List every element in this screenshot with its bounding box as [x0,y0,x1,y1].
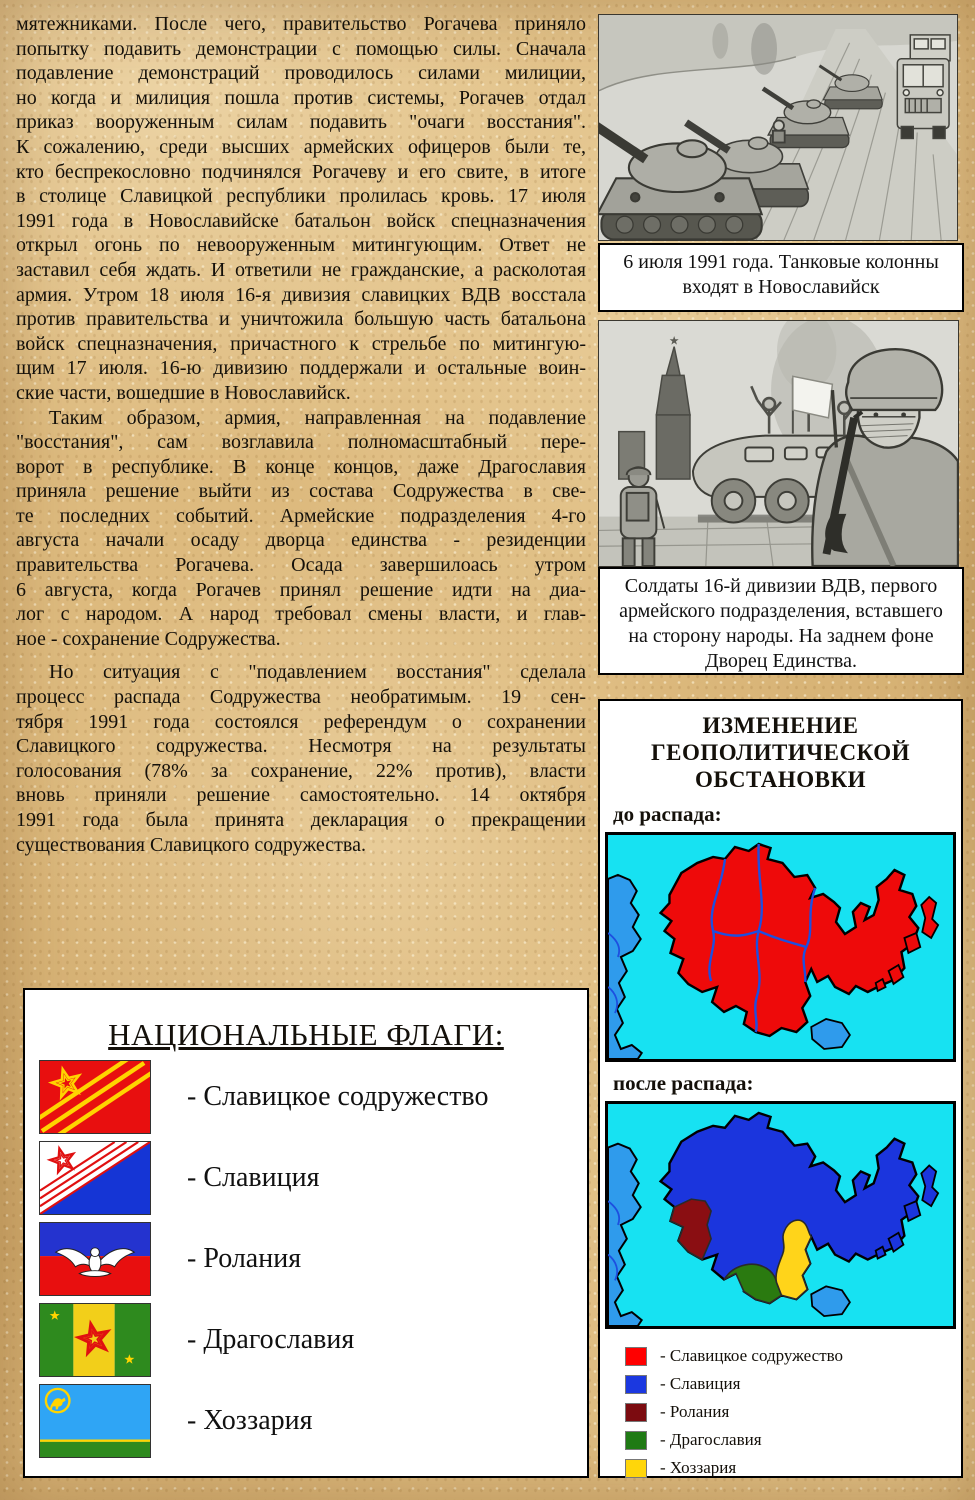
soldiers-illustration [598,320,959,567]
map-before [605,832,956,1062]
tank-figure-caption: 6 июля 1991 года. Танковые колонны входят в Новославийск [598,243,964,312]
flag-row-commonwealth [39,1060,587,1134]
flag-dragoslavia-image [39,1303,151,1377]
body-text-line: те последних событий. Армейские подразделения 4-го [16,504,586,527]
map-before-label: до распада: [613,802,722,826]
soldiers-figure-caption: Солдаты 16-й дивизии ВДВ, первого армейского подразделения, вставшего на сторону народы. На заднем фоне Дворец Единства. [598,567,964,675]
legend-row [625,1374,961,1394]
legend-color-swatch [625,1431,647,1450]
geo-title-line-2: ГЕОПОЛИТИЧЕСКОЙ [651,740,910,765]
map-after-label: после распада: [613,1071,754,1095]
body-text-line: войск спецназначения, причастного к стрельбе по митингую- [16,332,586,355]
body-text-line: попытку подавить демонстрации с помощью силы. Сначала [16,37,586,60]
flag-label: - Славицкое содружество [187,1081,489,1112]
body-text-line: против правительства и уничтожила большую часть батальона [16,308,586,331]
body-text-line: приняла решение выйти из состава Содружества в све- [16,480,586,503]
flags-panel [23,988,589,1478]
flag-row-rolania [39,1222,587,1296]
legend-label: - Хоззария [660,1458,737,1477]
flag-commonwealth-image [39,1060,151,1134]
body-text-line: в столице Славицкой республики пролилась кровь. 17 июля [16,185,586,208]
soldiers-sketch [599,321,958,566]
geo-title-line-1: ИЗМЕНЕНИЕ [702,713,859,738]
body-text-line: кто беспрекословно подчинялся Рогачеву и его свите, в итоге [16,160,586,183]
body-text-line: 1991 года была принята декларация о прекращении [16,809,586,831]
body-text-line: тября 1991 года состоялся референдум о сохранении [16,710,586,733]
body-text-line: августа начали осаду дворца единства - резиденции [16,529,586,552]
map-after [605,1101,956,1329]
body-text-line: 1991 года в Новославийске батальон войск спецназначения [16,209,586,232]
map-legend [625,1346,961,1478]
body-text-line: правительства Рогачева. Осада завершилоась утром [16,554,586,577]
body-text-line: приказ вооруженным силам подавить "очаги восстания". [16,111,586,134]
tank-rider [773,120,785,142]
legend-color-swatch [625,1347,647,1366]
body-text-line: армия. Утром 18 июля 16-я дивизия славицких ВДВ восстала [16,283,586,306]
flag-label: - Драгославия [187,1324,355,1355]
body-text-line: заставил себя ждать. И ответили не гражданские, а расколотая [16,258,586,281]
body-text-line: вновь приняли решение самостоятельно. 14 октября [16,784,586,807]
flag-row-dragoslavia [39,1303,587,1377]
geo-title-line-3: ОБСТАНОВКИ [694,767,867,792]
body-text-line: К сожалению, среди высших армейских офицеров были те, [16,135,586,158]
flag-label: - Славиция [187,1162,320,1193]
body-text-line: щим 17 июля. 16-ю дивизию поддержали и остальные воин- [16,357,586,380]
flag-row-slavitsia [39,1141,587,1215]
legend-label: - Ролания [660,1402,730,1421]
body-text-line: Славицкого содружества. Несмотря на результаты [16,735,586,758]
body-text-line: 6 августа, когда Рогачев принял решение идти на диа- [16,578,586,601]
flags-panel-title: НАЦИОНАЛЬНЫЕ ФЛАГИ: [108,1017,504,1052]
body-text-line: мятежниками. После чего, правительство Рогачева приняло [16,13,586,35]
legend-color-swatch [625,1459,647,1478]
flag-label: - Хоззария [187,1405,313,1436]
legend-label: - Драгославия [660,1430,762,1449]
tank-column-illustration [598,14,958,241]
legend-row [625,1430,961,1450]
flag-label: - Ролания [187,1243,302,1274]
flag-row-khozzaria [39,1384,587,1458]
legend-row [625,1402,961,1422]
legend-row [625,1346,961,1366]
map-before-image [608,835,953,1059]
legend-color-swatch [625,1403,647,1422]
body-text-line: ное - сохранение Содружества. [16,627,281,650]
flag-rolania-image [39,1222,151,1296]
legend-row [625,1458,961,1478]
geopolitics-panel [598,699,963,1478]
legend-color-swatch [625,1375,647,1394]
body-text-line: Но ситуация с "подавлением восстания" сделала [49,661,586,684]
body-text-line: подавление демонстраций проводилось силами милиции, [16,62,586,85]
body-text-line: существования Славицкого содружества. [16,833,366,856]
flag-khozzaria-image [39,1384,151,1458]
body-text-line: лог с народом. А народ требовал смены власти, и глав- [16,603,586,626]
body-text-line: процесс распада Содружества необратимым. 19 сен- [16,686,586,709]
tank-column-sketch [599,15,957,240]
geo-panel-title [600,712,961,793]
legend-label: - Славиция [660,1374,741,1393]
body-text-line: Таким образом, армия, направленная на подавление [49,406,586,429]
map-after-image [608,1104,953,1326]
article-text [16,12,586,857]
body-text-line: ские части, вошедшие в Новославийск. [16,381,351,404]
flag-slavitsia-image [39,1141,151,1215]
legend-label: - Славицкое содружество [660,1346,844,1365]
body-text-line: ворот в республике. В конце концов, даже Драгославия [16,455,586,478]
body-text-line: "восстания", сам возглавила полномасштабный пере- [16,431,586,454]
body-text-line: голосования (78% за сохранение, 22% против), власти [16,759,586,782]
body-text-line: но когда и милиция пошла против системы, Рогачев отдал [16,86,586,109]
body-text-line: открыл огонь по невооруженным митингующим. Ответ не [16,234,586,257]
